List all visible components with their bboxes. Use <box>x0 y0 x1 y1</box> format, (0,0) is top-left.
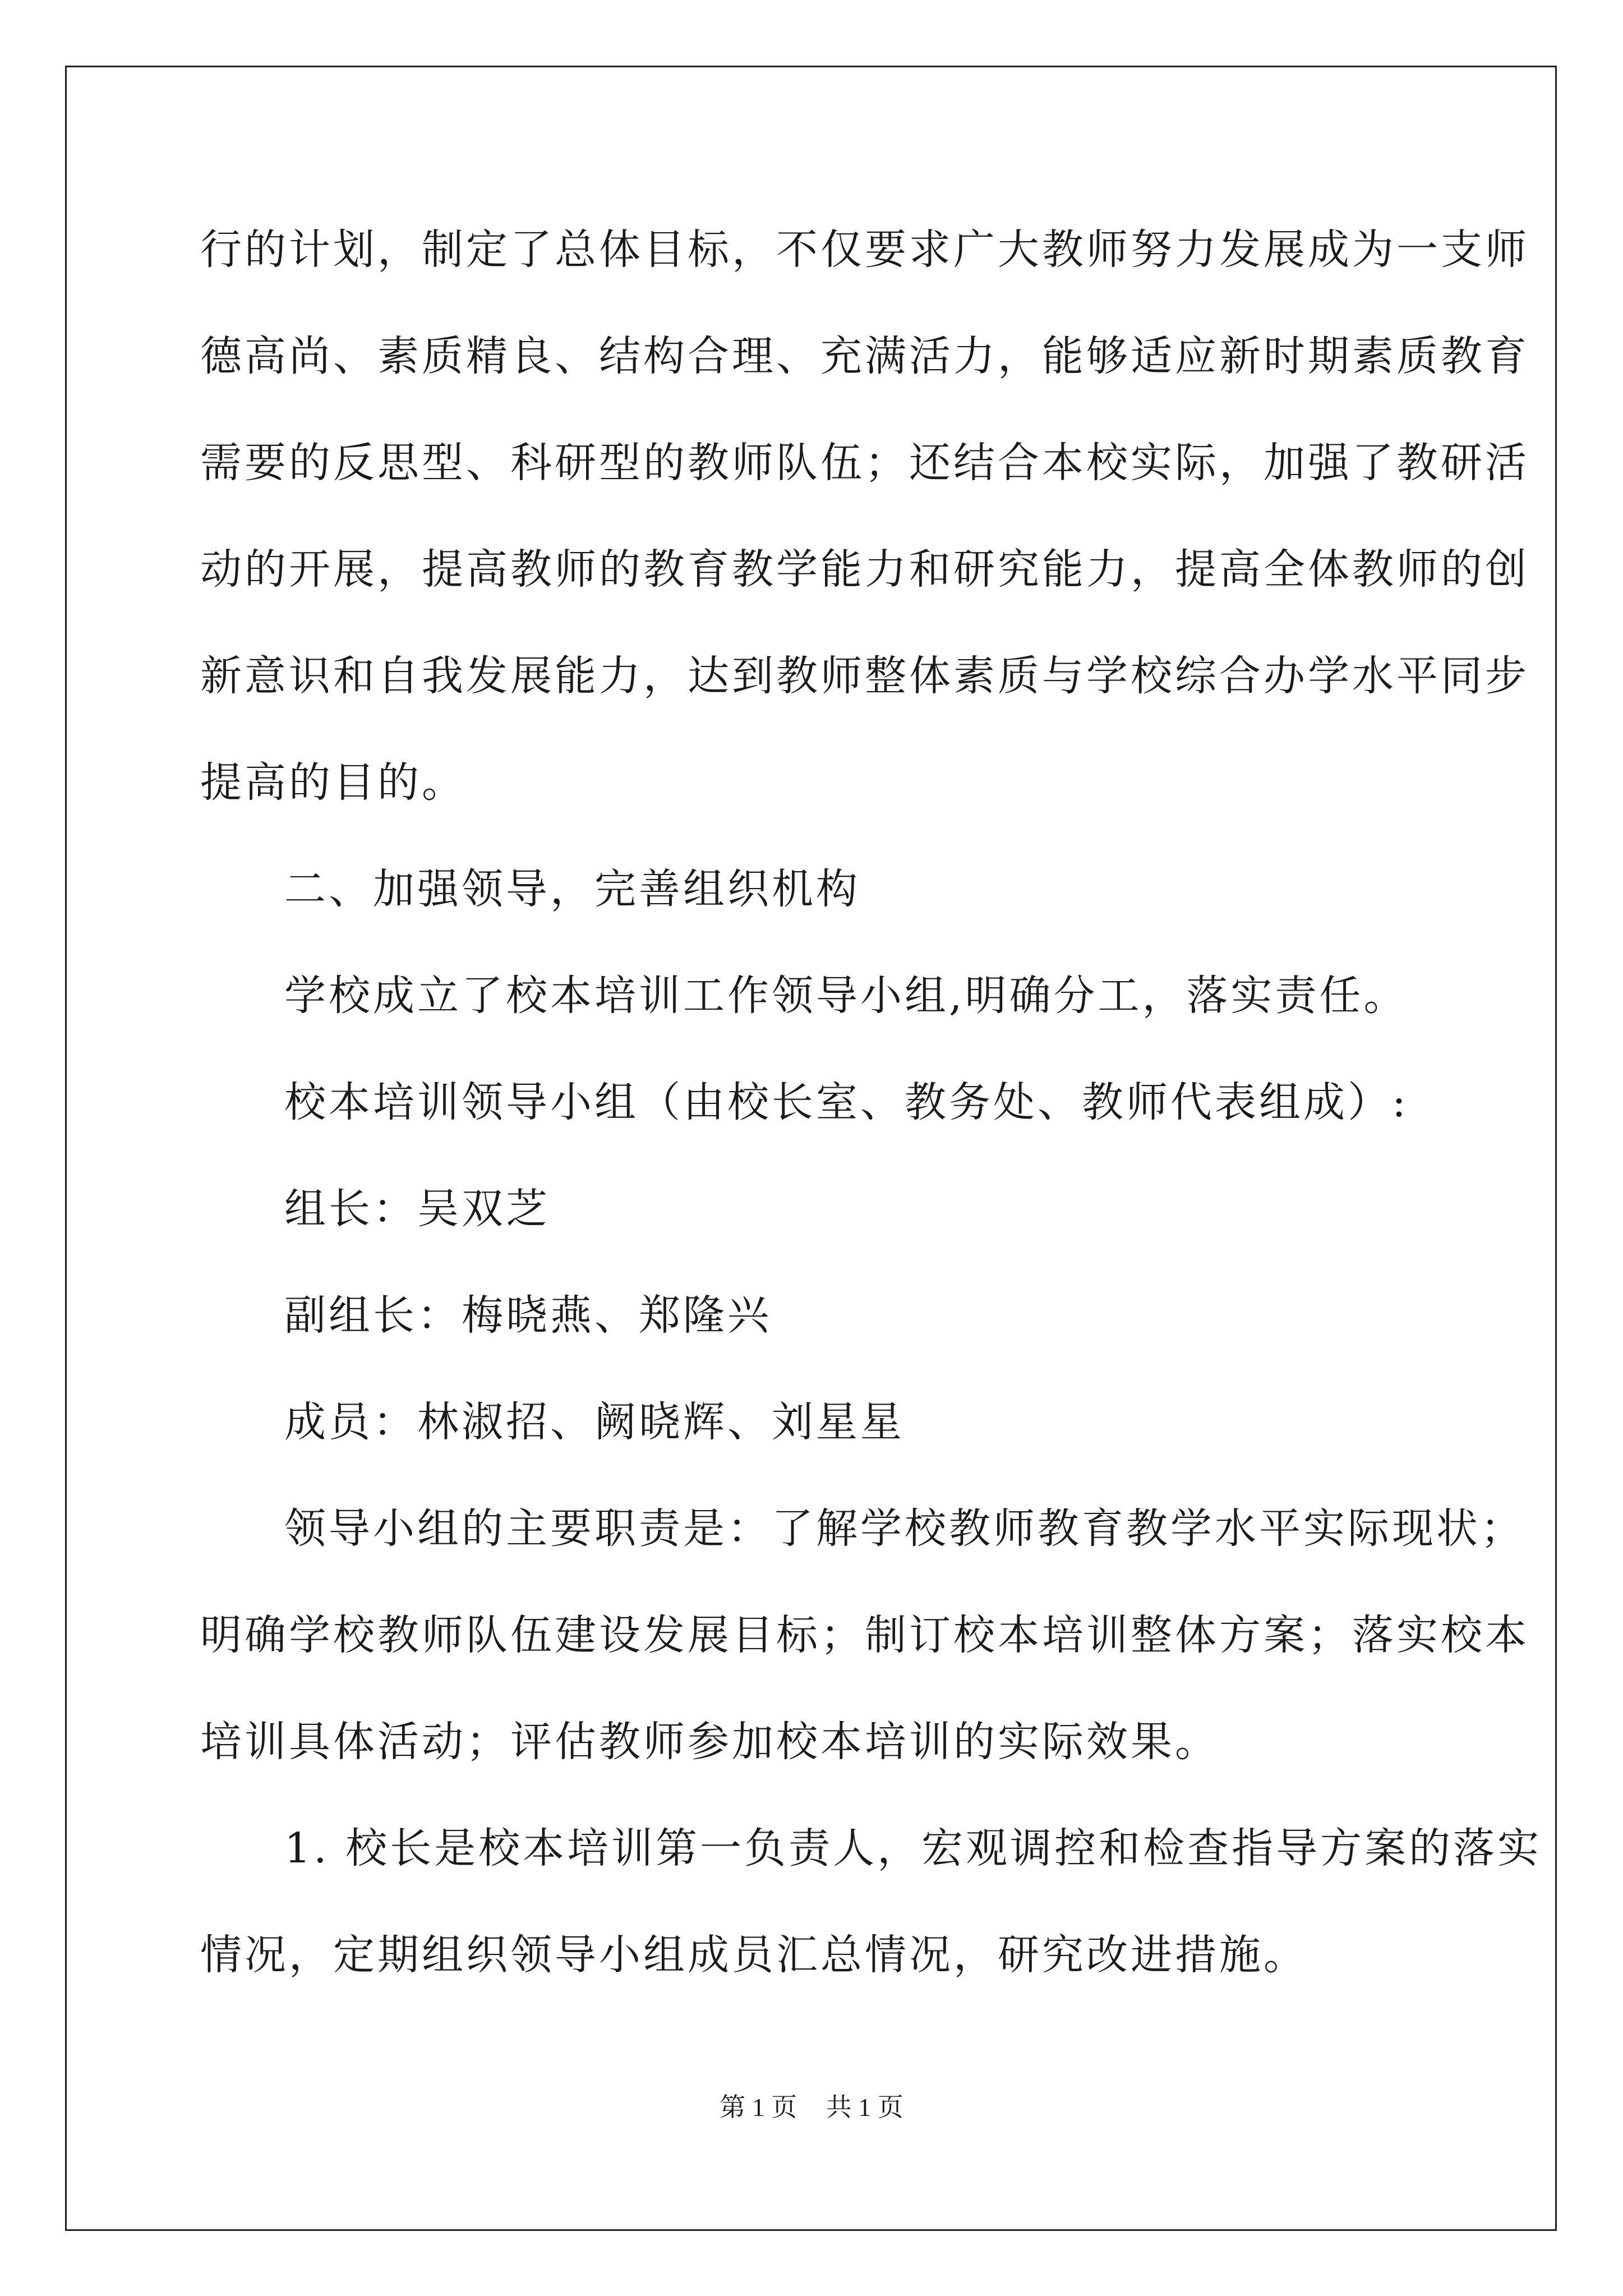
section-heading: 二、加强领导，完善组织机构 <box>284 865 860 913</box>
text-line: 动的开展，提高教师的教育教学能力和研究能力，提高全体教师的创 <box>200 545 1529 593</box>
group-members: 成员：林淑招、阙晓辉、刘星星 <box>284 1398 905 1446</box>
duties-line: 培训具体活动；评估教师参加校本培训的实际效果。 <box>200 1718 1219 1766</box>
group-leader: 组长：吴双芝 <box>284 1185 550 1233</box>
text-line: 提高的目的。 <box>200 758 466 807</box>
paragraph-group: 校本培训领导小组（由校长室、教务处、教师代表组成）: <box>284 1078 1409 1126</box>
duties-line: 明确学校教师队伍建设发展目标；制订校本培训整体方案；落实校本 <box>200 1611 1529 1659</box>
group-deputy: 副组长：梅晓燕、郑隆兴 <box>284 1291 772 1340</box>
text-line: 行的计划，制定了总体目标，不仅要求广大教师努力发展成为一支师 <box>200 226 1529 274</box>
text-line: 新意识和自我发展能力，达到教师整体素质与学校综合办学水平同步 <box>200 652 1529 700</box>
text-line: 德高尚、素质精良、结构合理、充满活力，能够适应新时期素质教育 <box>200 332 1529 380</box>
document-body <box>200 196 1542 2008</box>
page-total: 共 1 页 <box>826 2093 903 2122</box>
page-footer <box>0 2087 1623 2124</box>
paragraph-establish: 学校成立了校本培训工作领导小组,明确分工，落实责任。 <box>284 972 1408 1020</box>
text-line: 需要的反思型、科研型的教师队伍；还结合本校实际，加强了教研活 <box>200 439 1529 487</box>
item1-line: 1. 校长是校本培训第一负责人，宏观调控和检查指导方案的落实 <box>284 1824 1542 1872</box>
item1-line: 情况，定期组织领导小组成员汇总情况，研究改进措施。 <box>200 1931 1308 1979</box>
page-number: 第 1 页 <box>720 2093 797 2122</box>
duties-line: 领导小组的主要职责是：了解学校教师教育教学水平实际现状； <box>284 1504 1525 1553</box>
